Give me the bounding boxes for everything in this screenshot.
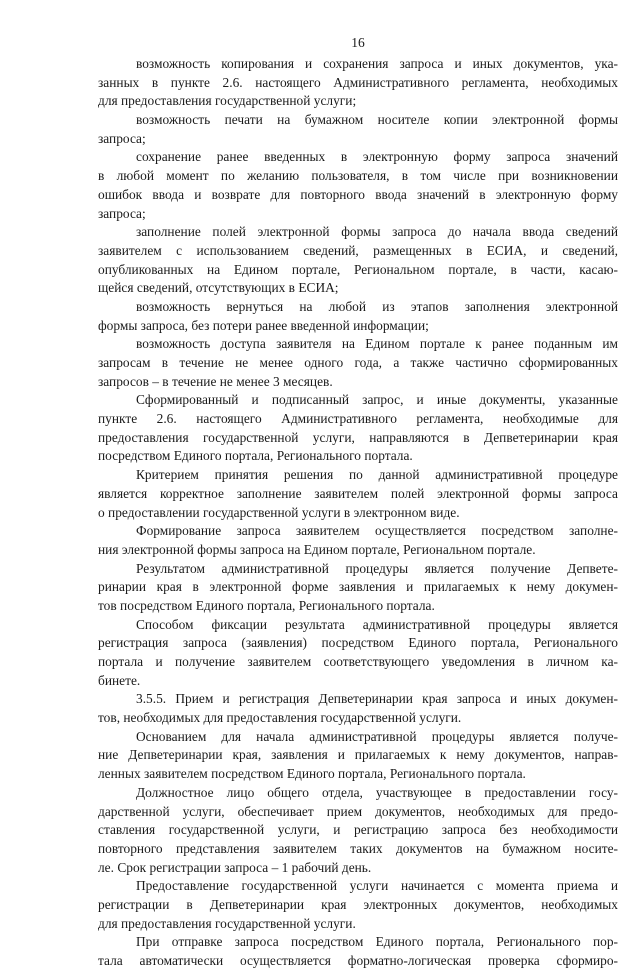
text-line: для предоставления государственной услуги. <box>98 915 356 931</box>
text-line: возможность копирования и сохранения запроса и иных документов, ука- <box>136 56 618 71</box>
text-line: Должностное лицо общего отдела, участвующее в предоставлении госу- <box>136 784 618 800</box>
document-page <box>98 34 618 971</box>
text-line: запросам в течение не менее одного года, а также частично сформированных <box>98 355 618 370</box>
text-line: ленных заявителем посредством Единого портала, Регионального портала. <box>98 766 526 782</box>
text-line: предоставления государственной услуги, направляются в Депветеринарии края <box>98 429 618 445</box>
text-line: опубликованных на Едином портале, Региональном портале, в части, касаю- <box>98 261 618 277</box>
text-line: возможность доступа заявителя на Едином портале к ранее поданным им <box>136 336 618 352</box>
text-line: ние Депветеринарии края, заявления и прилагаемых к нему документов, направ- <box>98 747 618 763</box>
text-line: 3.5.5. Прием и регистрация Депветеринарии края запроса и иных докумен- <box>136 691 618 707</box>
text-line: о предоставлении государственной услуги в электронном виде. <box>98 504 460 520</box>
text-line: тала автоматически осуществляется форматно-логическая проверка сформиро- <box>98 953 618 968</box>
text-line: щейся сведений, отсутствующих в ЕСИА; <box>98 280 339 296</box>
text-line: Способом фиксации результата административной процедуры является <box>136 616 618 632</box>
text-line: заполнение полей электронной формы запроса до начала ввода сведений <box>136 224 618 240</box>
text-line: повторного представления заявителем таких документов на бумажном носите- <box>98 840 618 856</box>
text-line: запроса; <box>98 205 146 221</box>
text-line: заявителем с использованием сведений, размещенных в ЕСИА, и сведений, <box>98 242 618 258</box>
text-line: Основанием для начала административной процедуры является получе- <box>136 728 618 744</box>
text-line: Сформированный и подписанный запрос, и иные документы, указанные <box>136 392 618 408</box>
text-line: ставления государственной услуги, и регистрацию запроса без необходимости <box>98 822 618 838</box>
text-line: Критерием принятия решения по данной административной процедуре <box>136 467 618 483</box>
text-line: Результатом административной процедуры является получение Депвете- <box>136 560 618 576</box>
text-line: регистрация запроса (заявления) посредством Единого портала, Регионального <box>98 635 618 651</box>
text-line: бинете. <box>98 672 141 688</box>
page-number: 16 <box>351 35 365 50</box>
text-line: запроса; <box>98 130 146 146</box>
text-line: регистрации в Депветеринарии края электронных документов, необходимых <box>98 896 618 912</box>
text-line: ле. Срок регистрации запроса – 1 рабочий день. <box>98 859 372 875</box>
text-line: формы запроса, без потери ранее введенной информации; <box>98 317 429 333</box>
text-line: ринарии края в электронной форме заявления и прилагаемых к нему докумен- <box>98 579 618 595</box>
text-line: дарственной услуги, обеспечивает прием документов, необходимых для предо- <box>98 803 618 819</box>
document-body <box>98 55 618 971</box>
text-line: ошибок ввода и возврате для повторного ввода значений в электронную форму <box>98 186 618 202</box>
text-line: возможность вернуться на любой из этапов заполнения электронной <box>136 298 618 314</box>
text-line: для предоставления государственной услуги; <box>98 93 357 109</box>
text-line: Предоставление государственной услуги начинается с момента приема и <box>136 878 618 894</box>
text-line: пункте 2.6. настоящего Административного регламента, необходимые для <box>98 411 618 427</box>
text-line: является корректное заполнение заявителем полей электронной формы запроса <box>98 485 618 501</box>
text-line: ния электронной формы запроса на Едином портале, Региональном портале. <box>98 541 536 557</box>
text-line: запросов – в течение не менее 3 месяцев. <box>98 373 333 389</box>
text-line: При отправке запроса посредством Единого портала, Регионального пор- <box>136 934 618 950</box>
text-line: занных в пункте 2.6. настоящего Административного регламента, необходимых <box>98 74 618 90</box>
text-line: возможность печати на бумажном носителе копии электронной формы <box>136 112 618 128</box>
text-line: посредством Единого портала, Регионального портала. <box>98 448 413 464</box>
text-line: тов посредством Единого портала, Регионального портала. <box>98 597 435 613</box>
text-line: сохранение ранее введенных в электронную форму запроса значений <box>136 149 618 165</box>
text-line: тов, необходимых для предоставления государственной услуги. <box>98 710 462 726</box>
text-line: портала и получение заявителем соответствующего уведомления в личном ка- <box>98 654 618 669</box>
text-line: Формирование запроса заявителем осуществляется посредством заполне- <box>136 523 618 539</box>
text-line: в любой момент по желанию пользователя, в том числе при возникновении <box>98 168 618 184</box>
